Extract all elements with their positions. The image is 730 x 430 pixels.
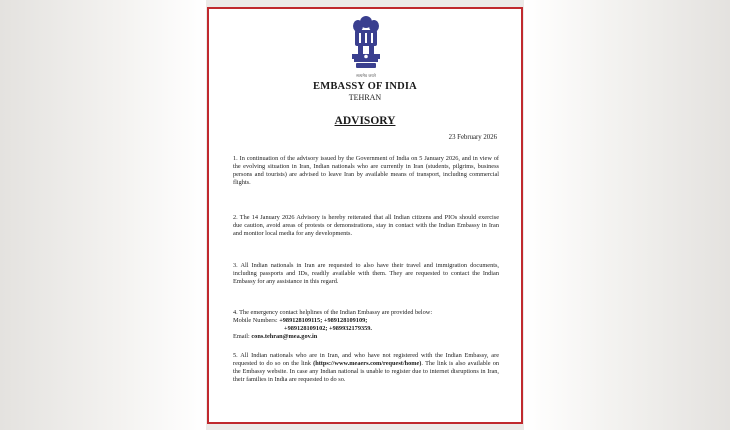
advisory-heading: ADVISORY bbox=[334, 115, 396, 127]
paragraph-2: 2. The 14 January 2026 Advisory is hereby reiterated that all Indian citizens and PIOs should exercise due caution, avoid areas of protests or demonstrations, stay in contact with the Indian Embassy in Iran and monitor local media for any developments. bbox=[233, 214, 499, 238]
mobile-numbers-row bbox=[233, 317, 499, 325]
mobile-numbers-line-1: +989128109115; +989128109109; bbox=[279, 317, 368, 325]
embassy-title: EMBASSY OF INDIA bbox=[313, 81, 417, 92]
paragraph-5-text-a: 5. All Indian nationals who are in Iran, and who have not registered with the Indian Embassy, are requested to do so on the link bbox=[233, 352, 499, 368]
background-right bbox=[524, 0, 730, 430]
paragraph-4 bbox=[233, 309, 499, 341]
email-row bbox=[233, 333, 499, 341]
background-left bbox=[0, 0, 206, 430]
advisory-date: 23 February 2026 bbox=[448, 134, 497, 141]
registration-link: (https://www.meaers.com/request/home) bbox=[313, 360, 422, 368]
email-address: cons.tehran@mea.gov.in bbox=[251, 333, 318, 341]
paragraph-1: 1. In continuation of the advisory issued by the Government of India on 5 January 2026, and in view of the evolving situation in Iran, Indian nationals who are currently in Iran (students, pilgrims, business persons and tourists) are advised to leave Iran by available means of transport, including commercial flights. bbox=[233, 155, 499, 187]
email-label: Email: bbox=[233, 333, 250, 341]
helpline-intro: 4. The emergency contact helplines of the Indian Embassy are provided below: bbox=[233, 309, 433, 316]
advisory-document bbox=[207, 7, 523, 424]
mobile-numbers-label: Mobile Numbers: bbox=[233, 317, 278, 325]
embassy-city: TEHRAN bbox=[348, 93, 382, 102]
paragraph-5-text-b: . The link is also available on the Embassy website. In case any Indian national is unable to register due to internet disruptions in Iran, their families in India are requested to do so. bbox=[233, 360, 499, 384]
mobile-numbers-line-2: +989128109102; +989932179359. bbox=[284, 325, 372, 333]
emblem-motto: सत्यमेव जयते bbox=[356, 73, 376, 78]
paragraph-5 bbox=[233, 352, 499, 384]
paragraph-3: 3. All Indian nationals in Iran are requested to also have their travel and immigration documents, including passports and IDs, readily available with them. They are requested to contact the Indian Embassy for any assistance in this regard. bbox=[233, 262, 499, 286]
national-emblem-icon bbox=[346, 13, 386, 75]
